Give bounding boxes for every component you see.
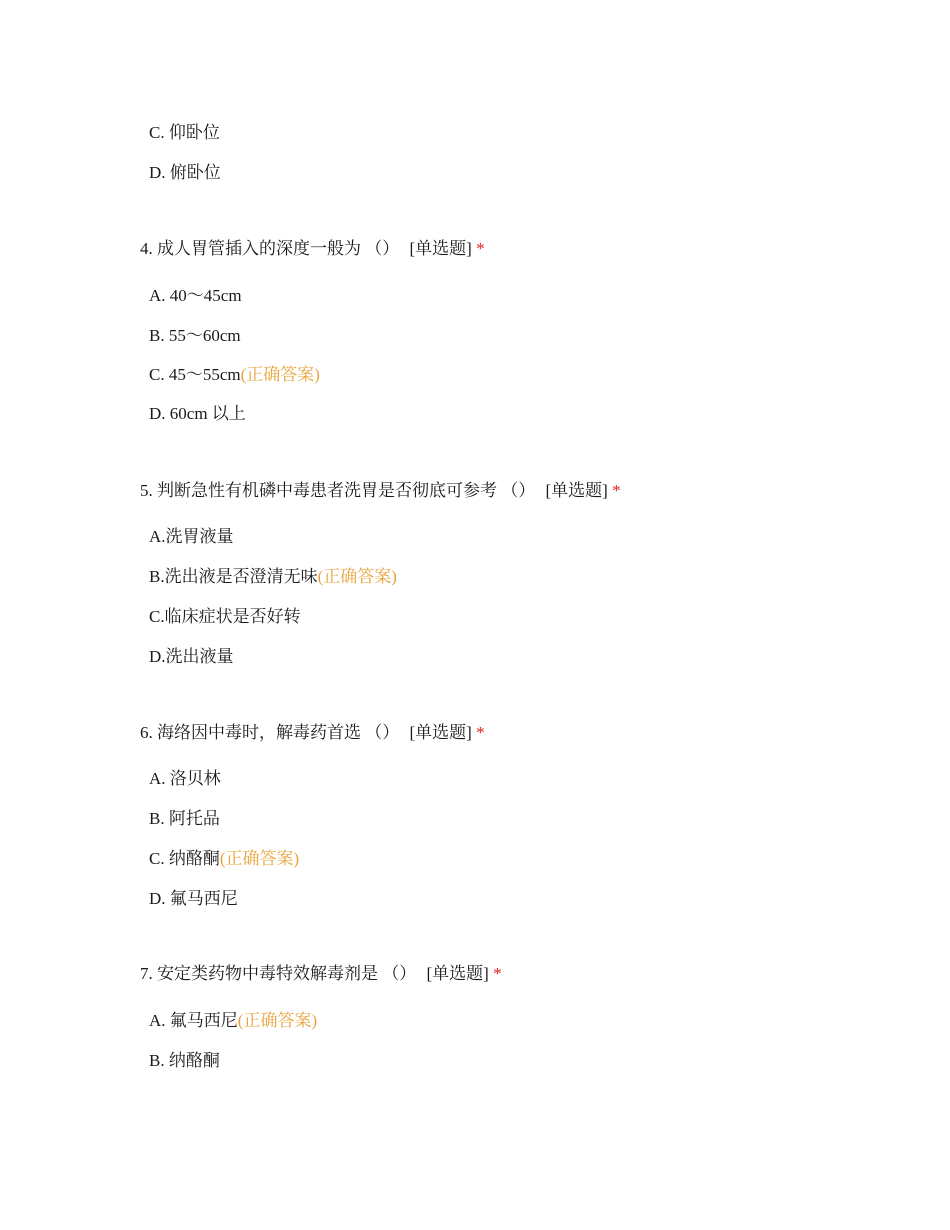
option-text: C. 纳酪酮 [149,849,220,868]
required-marker: * [476,239,485,258]
option-b [149,324,241,348]
option-d [149,887,238,911]
correct-answer-tag: (正确答案) [317,567,397,586]
option-text: C.临床症状是否好转 [149,607,301,626]
question-type-label: [单选题] [409,723,472,742]
question-text: 5. 判断急性有机磷中毒患者洗胃是否彻底可参考 （） [140,481,536,500]
question-type-label: [单选题] [545,481,608,500]
option-b [149,1049,220,1073]
option-text: A. 氟马西尼 [149,1011,238,1030]
option-text: A. 洛贝林 [149,769,221,788]
option-text: D. 俯卧位 [149,163,221,182]
option-text: C. 45～55cm [149,365,241,384]
correct-answer-tag: (正确答案) [219,849,300,868]
option-text: B. 阿托品 [149,809,220,828]
question-text: 6. 海络因中毒时，解毒药首选 （） [140,723,400,742]
option-a [149,1009,317,1033]
option-a [149,284,242,308]
option-b [149,807,220,831]
option-d [149,645,234,669]
option-text: A. 40～45cm [149,286,242,305]
option-text: A.洗胃液量 [149,527,234,546]
required-marker: * [493,964,502,983]
question-text: 7. 安定类药物中毒特效解毒剂是 （） [140,964,417,983]
question-type-label: [单选题] [426,964,489,983]
option-c [149,847,299,871]
required-marker: * [476,723,485,742]
option-text: D. 氟马西尼 [149,889,238,908]
correct-answer-tag: (正确答案) [237,1011,318,1030]
option-text: B.洗出液是否澄清无味 [149,567,318,586]
question-title [140,237,485,261]
option-text: D. 60cm 以上 [149,404,246,423]
option-text: B. 55～60cm [149,326,241,345]
question-type-label: [单选题] [409,239,472,258]
question-title [140,479,621,503]
option-text: C. 仰卧位 [149,123,220,142]
option-c [149,121,220,145]
option-d [149,402,246,426]
required-marker: * [612,481,621,500]
option-c [149,363,320,387]
question-title [140,721,485,745]
option-b [149,565,397,589]
option-c [149,605,301,629]
option-a [149,525,234,549]
option-a [149,767,221,791]
option-text: D.洗出液量 [149,647,234,666]
correct-answer-tag: (正确答案) [240,365,320,384]
option-text: B. 纳酪酮 [149,1051,220,1070]
option-d [149,161,221,185]
question-text: 4. 成人胃管插入的深度一般为 （） [140,239,400,258]
question-title [140,962,502,986]
